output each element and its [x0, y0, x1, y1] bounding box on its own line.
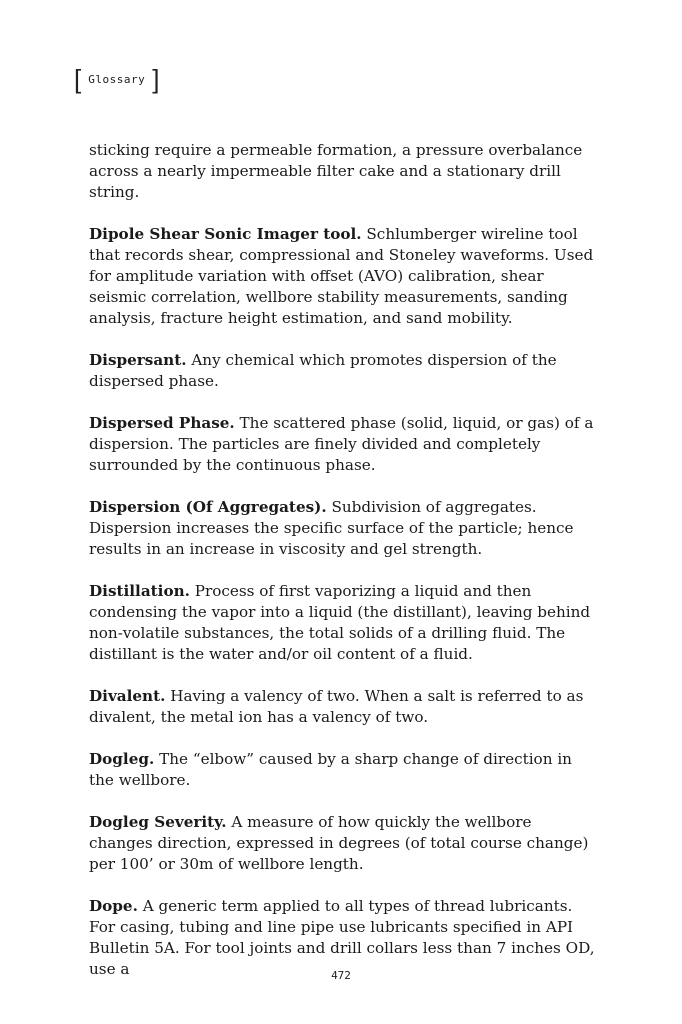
page-number: 472	[331, 969, 351, 982]
entry-term: Dogleg.	[89, 750, 155, 768]
entry-text: Process of first vaporizing a liquid and then condensing the vapor into a liquid (the distillant), leaving behind non-volatile substances, the total solids of a drilling fluid. The distillant is the water and/or oil content of a fluid.	[89, 582, 591, 663]
entry-text: Having a valency of two. When a salt is referred to as divalent, the metal ion has a valency of two.	[89, 687, 584, 726]
entry-term: Dope.	[89, 897, 138, 915]
entry-term: Dispersion (Of Aggregates).	[89, 498, 327, 516]
glossary-entry	[89, 497, 599, 560]
entry-term: Dogleg Severity.	[89, 813, 227, 831]
entry-text: The “elbow” caused by a sharp change of direction in the wellbore.	[89, 750, 572, 789]
glossary-entry	[89, 350, 599, 392]
entry-text: A generic term applied to all types of thread lubricants. For casing, tubing and line pipe use lubricants specified in API Bulletin 5A. For tool joints and drill collars less than 7 inches OD, use a	[89, 897, 595, 978]
entry-text: Subdivision of aggregates. Dispersion increases the specific surface of the particle; hence results in an increase in viscosity and gel strength.	[89, 498, 574, 558]
entry-text: The scattered phase (solid, liquid, or gas) of a dispersion. The particles are finely divided and completely surrounded by the continuous phase.	[89, 414, 594, 474]
header-open-bracket: [	[74, 64, 82, 94]
glossary-entry	[89, 581, 599, 665]
running-header	[74, 66, 159, 92]
glossary-entry	[89, 812, 599, 875]
entry-text: Any chemical which promotes dispersion of the dispersed phase.	[89, 351, 557, 390]
entry-term: Divalent.	[89, 687, 166, 705]
entry-term: Dispersant.	[89, 351, 187, 369]
header-close-bracket: ]	[152, 64, 160, 94]
glossary-entry	[89, 686, 599, 728]
glossary-entry	[89, 413, 599, 476]
entry-text: sticking require a permeable formation, a pressure overbalance across a nearly impermeable filter cake and a stationary drill string.	[89, 141, 583, 201]
entry-text: Schlumberger wireline tool that records shear, compressional and Stoneley waveforms. Used for amplitude variation with offset (AVO) calibration, shear seismic correlation, wellbore stability measurements, sanding analysis, fracture height estimation, and sand mobility.	[89, 225, 594, 327]
entry-text: A measure of how quickly the wellbore changes direction, expressed in degrees (of total course change) per 100’ or 30m of wellbore length.	[89, 813, 589, 873]
entry-term: Distillation.	[89, 582, 190, 600]
entry-term: Dispersed Phase.	[89, 414, 235, 432]
glossary-entry	[89, 224, 599, 329]
glossary-entry	[89, 896, 599, 980]
glossary-entry	[89, 140, 599, 203]
glossary-body	[89, 140, 599, 1001]
glossary-entry	[89, 749, 599, 791]
header-label: Glossary	[88, 72, 146, 86]
entry-term: Dipole Shear Sonic Imager tool.	[89, 225, 362, 243]
